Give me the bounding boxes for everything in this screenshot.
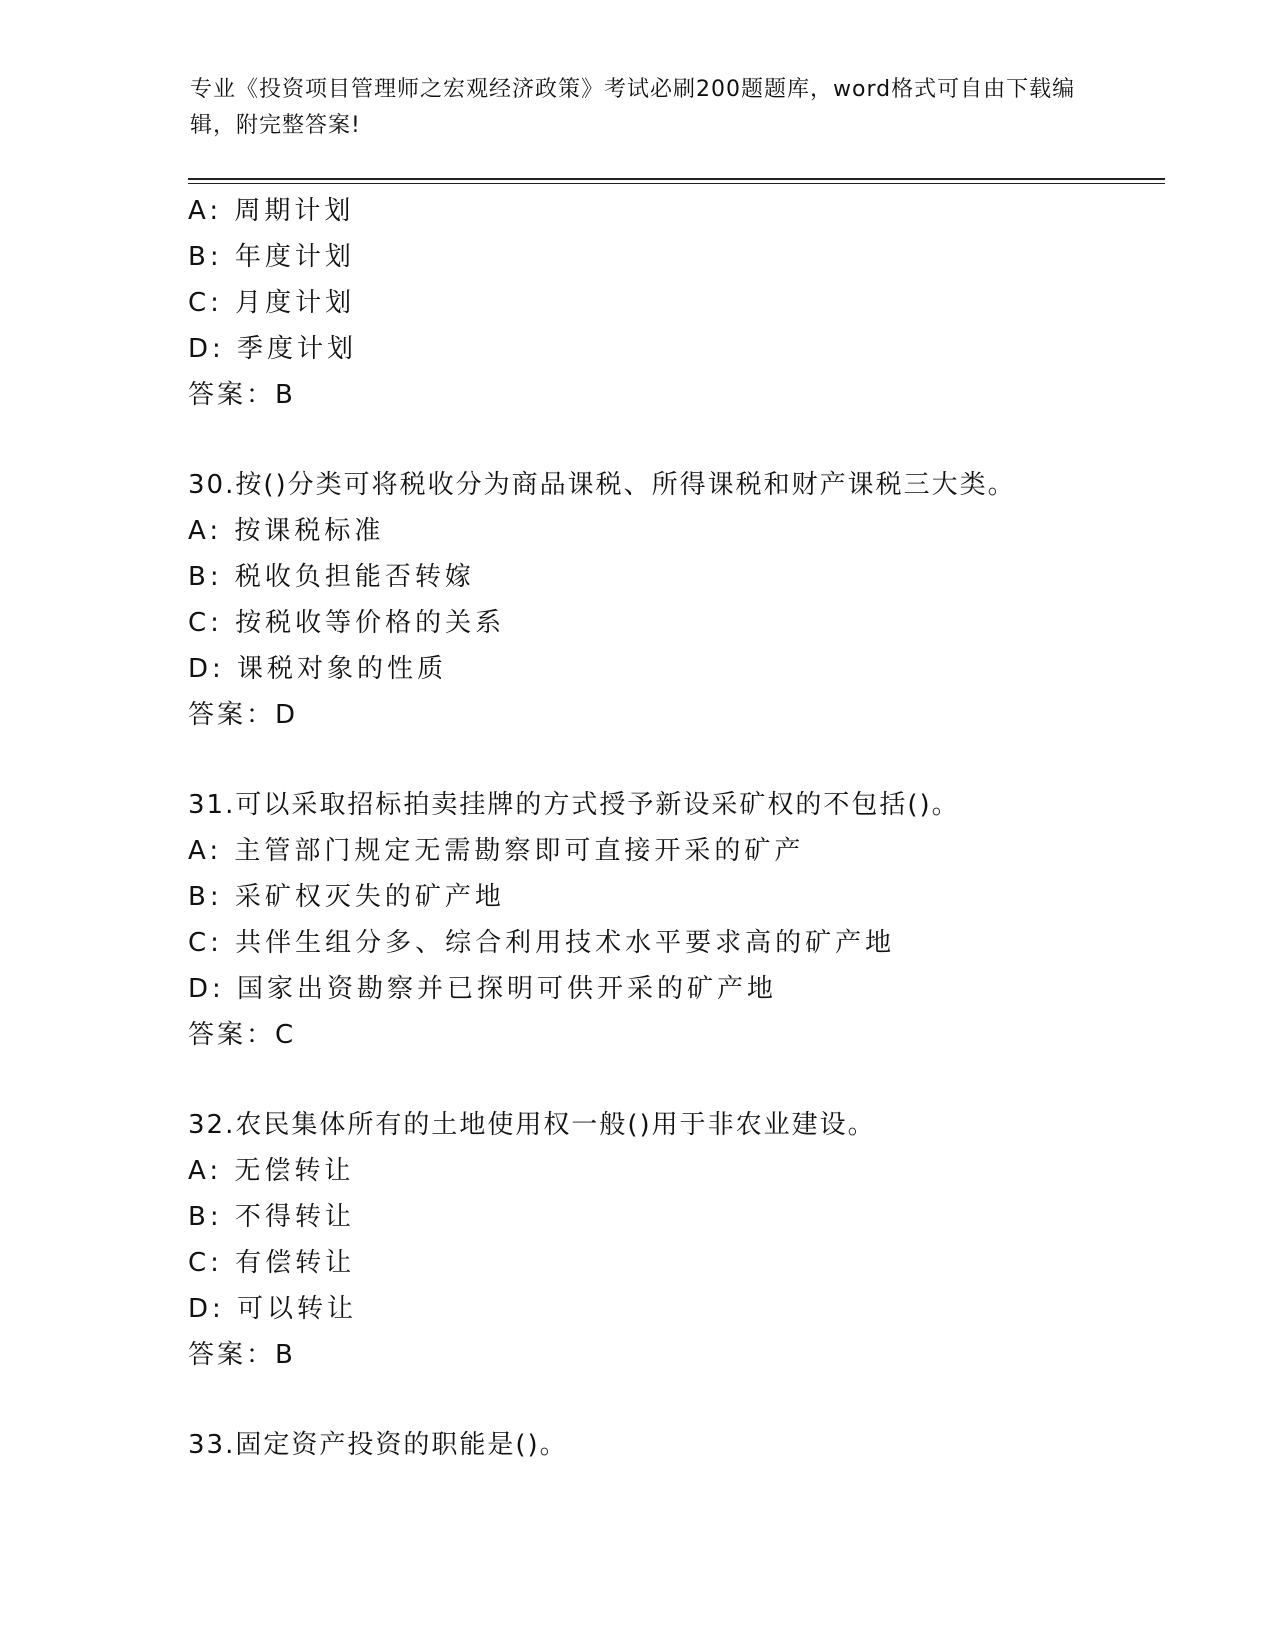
option-a: A: 周期计划 (188, 196, 355, 226)
answer-line: 答案：B (188, 380, 296, 410)
document-header: 专业《投资项目管理师之宏观经济政策》考试必刷200题题库，word格式可自由下载编辑，附完整答案! (190, 77, 1076, 138)
block-gap (188, 418, 1168, 462)
question-text: 33.固定资产投资的职能是()。 (188, 1430, 568, 1460)
block-gap (188, 1058, 1168, 1102)
question-text: 31.可以采取招标拍卖挂牌的方式授予新设采矿权的不包括()。 (188, 790, 960, 820)
answer-line: 答案：D (188, 700, 299, 730)
question-block (188, 1422, 1168, 1468)
block-gap (188, 738, 1168, 782)
answer-line: 答案：C (188, 1020, 297, 1050)
header-divider-thick (188, 178, 1165, 180)
question-block (188, 1102, 1168, 1378)
question-text: 32.农民集体所有的土地使用权一般()用于非农业建设。 (188, 1110, 876, 1140)
option-d: D: 季度计划 (188, 334, 358, 364)
option-b: B: 税收负担能否转嫁 (188, 562, 475, 592)
option-a: A: 无偿转让 (188, 1156, 355, 1186)
option-c: C: 有偿转让 (188, 1248, 356, 1278)
question-block (188, 188, 1168, 418)
option-a: A: 按课税标准 (188, 516, 385, 546)
option-b: B: 不得转让 (188, 1202, 355, 1232)
option-c: C: 按税收等价格的关系 (188, 608, 506, 638)
header-divider-thin (188, 183, 1165, 184)
option-b: B: 年度计划 (188, 242, 355, 272)
block-gap (188, 1378, 1168, 1422)
option-c: C: 月度计划 (188, 288, 356, 318)
option-a: A: 主管部门规定无需勘察即可直接开采的矿产 (188, 836, 805, 866)
answer-line: 答案：B (188, 1340, 296, 1370)
option-d: D: 国家出资勘察并已探明可供开采的矿产地 (188, 974, 778, 1004)
question-block (188, 782, 1168, 1058)
option-d: D: 课税对象的性质 (188, 654, 448, 684)
option-d: D: 可以转让 (188, 1294, 358, 1324)
option-b: B: 采矿权灭失的矿产地 (188, 882, 505, 912)
option-c: C: 共伴生组分多、综合利用技术水平要求高的矿产地 (188, 928, 896, 958)
question-list (188, 188, 1168, 1468)
question-text: 30.按()分类可将税收分为商品课税、所得课税和财产课税三大类。 (188, 470, 1016, 500)
question-block (188, 462, 1168, 738)
